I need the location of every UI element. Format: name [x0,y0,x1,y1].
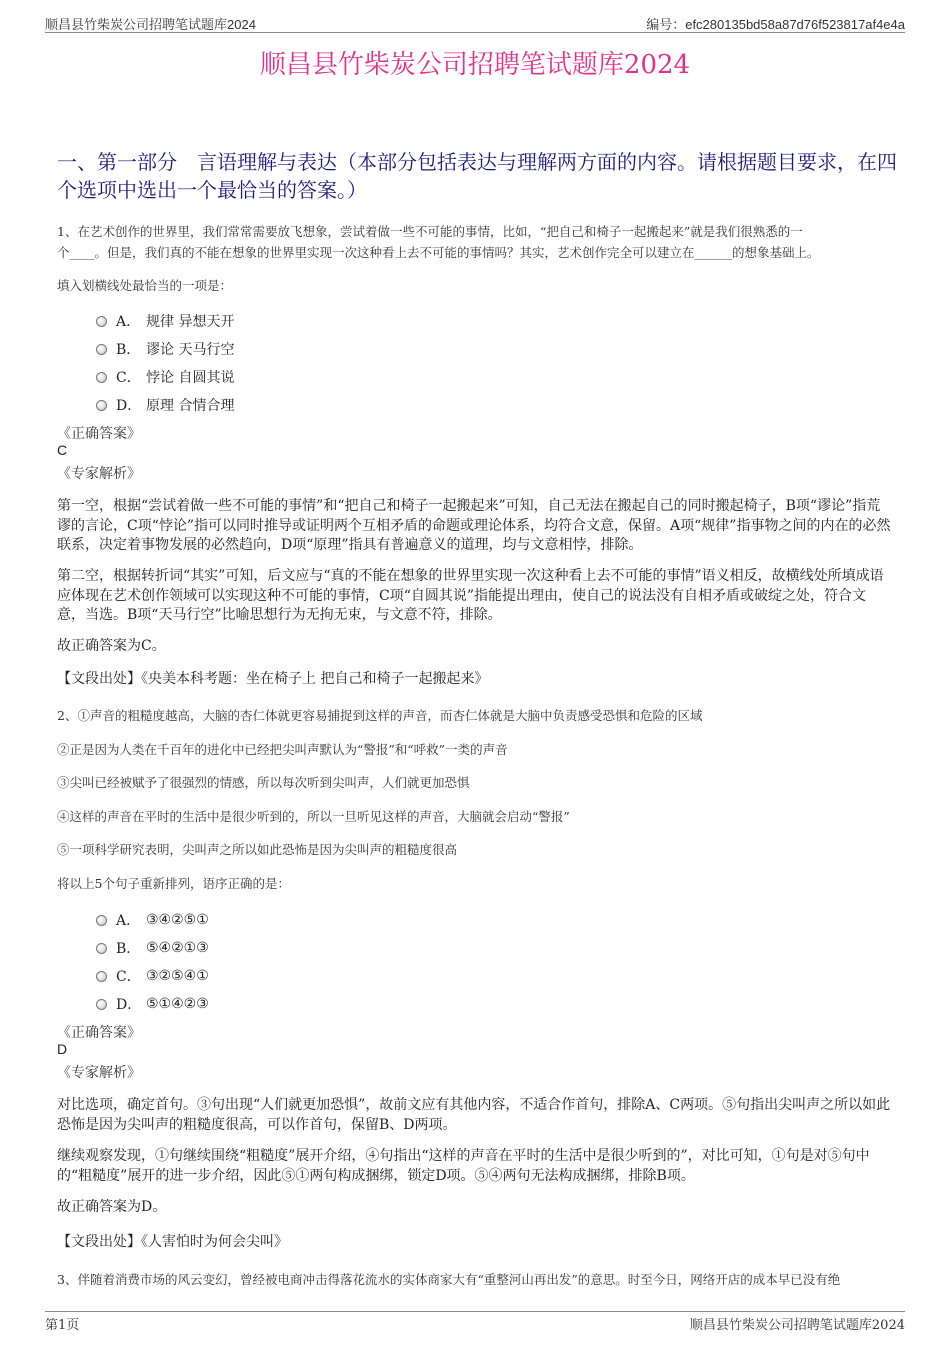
radio-icon[interactable] [96,344,107,355]
option-label: D． [116,398,142,414]
q3-text: 3、伴随着消费市场的风云变幻，曾经被电商冲击得落花流水的实体商家大有“重整河山再出发”的意思。时至今日，网络开店的成本早已没有绝 [57,1272,841,1287]
option-text: ⑤④②①③ [146,940,209,956]
q2-source: 【文段出处】《人害怕时为何会尖叫》 [57,1234,288,1250]
q1-analysis-p1: 第一空，根据“尝试着做一些不可能的事情”和“把自己和椅子一起搬起来”可知，自己无法在搬起自己的同时搬起椅子，B项“谬论”指荒谬的言论，C项“悖论”指可以同时推导或证明两个互相矛盾的命题或理论体系，均符合文意，保留。A项“规律”指事物之间的内在的必然联系，决定着事物发展的必然趋向，D项“原理”指具有普遍意义的道理，均与文意相悖，排除。 [57,498,891,553]
q2-sentence-4: ④这样的声音在平时的生活中是很少听到的，所以一旦听见这样的声音，大脑就会启动“警报” [57,809,570,824]
radio-icon[interactable] [96,915,107,926]
option-label: D． [116,997,142,1013]
q1-text-line1: 1、在艺术创作的世界里，我们常常需要放飞想象，尝试着做一些不可能的事情，比如，“把自己和椅子一起搬起来”就是我们很熟悉的一 [57,224,803,239]
section-heading: 一、第一部分 言语理解与表达（本部分包括表达与理解两方面的内容。请根据题目要求，在四个选项中选出一个最恰当的答案。） [57,150,897,202]
option-text: ③④②⑤① [146,912,209,928]
q1-source: 【文段出处】《央美本科考题：坐在椅子上 把自己和椅子一起搬起来》 [57,671,489,687]
option-text: 谬论 天马行空 [146,342,235,358]
q2-analysis-label: 《专家解析》 [57,1065,141,1081]
q1-correct-label: 《正确答案》 [57,426,141,442]
header-doc-id: 编号：efc280135bd58a87d76f523817af4e4a [646,17,905,32]
q1-option-d[interactable] [96,395,234,415]
footer-divider [45,1311,905,1312]
q2-sentence-5: ⑤一项科学研究表明，尖叫声之所以如此恐怖是因为尖叫声的粗糙度很高 [57,842,458,857]
q1-option-b[interactable] [96,339,234,359]
q1-analysis-label: 《专家解析》 [57,466,141,482]
q1-prompt: 填入划横线处最恰当的一项是： [57,278,233,293]
option-label: B． [116,342,141,358]
option-label: B． [116,941,141,957]
footer-page-number: 第1页 [45,1318,80,1333]
q2-option-d[interactable] [96,994,209,1014]
option-text: 悖论 自圆其说 [146,370,235,386]
q2-analysis-p1: 对比选项，确定首句。③句出现“人们就更加恐惧”，故前文应有其他内容，不适合作首句，排除A、C两项。⑤句指出尖叫声之所以如此恐怖是因为尖叫声的粗糙度很高，可以作首句，保留B、D两项。 [57,1097,891,1133]
radio-icon[interactable] [96,316,107,327]
q1-analysis-p3: 故正确答案为C。 [57,638,166,654]
header-divider [45,32,905,33]
header-doc-title: 顺昌县竹柴炭公司招聘笔试题库2024 [45,17,256,32]
option-label: C． [116,370,141,386]
q1-option-a[interactable] [96,311,234,331]
q2-analysis-p3: 故正确答案为D。 [57,1199,167,1215]
q2-sentence-2: ②正是因为人类在千百年的进化中已经把尖叫声默认为“警报”和“呼救”一类的声音 [57,742,508,757]
radio-icon[interactable] [96,943,107,954]
q2-analysis-p2: 继续观察发现，①句继续围绕“粗糙度”展开介绍，④句指出“这样的声音在平时的生活中是很少听到的”，对比可知，①句是对⑤句中的“粗糙度”展开的进一步介绍，因此⑤①两句构成捆绑，锁定D项。⑤④两句无法构成捆绑，排除B项。 [57,1148,870,1184]
option-text: ③②⑤④① [146,968,209,984]
q2-correct-label: 《正确答案》 [57,1025,141,1041]
q1-analysis-p2: 第二空，根据转折词“其实”可知，后文应与“真的不能在想象的世界里实现一次这种看上去不可能的事情”语义相反，故横线处所填成语应体现在艺术创作领域可以实现这种不可能的事情，C项“自圆其说”指能提出理由，使自己的说法没有自相矛盾或破绽之处，符合文意，当选。B项“天马行空”比喻思想行为无拘无束，与文意不符，排除。 [57,568,884,623]
footer-doc-title: 顺昌县竹柴炭公司招聘笔试题库2024 [689,1318,905,1333]
q2-prompt: 将以上5个句子重新排列，语序正确的是： [57,876,290,891]
radio-icon[interactable] [96,971,107,982]
option-text: 规律 异想天开 [146,314,235,330]
option-label: A． [116,913,141,929]
q1-text [57,221,897,263]
q1-option-c[interactable] [96,367,234,387]
q2-sentence-1: 2、①声音的粗糙度越高，大脑的杏仁体就更容易捕捉到这样的声音，而杏仁体就是大脑中负责感受恐惧和危险的区域 [57,708,703,723]
option-text: 原理 合情合理 [146,398,235,414]
q2-option-b[interactable] [96,938,209,958]
radio-icon[interactable] [96,999,107,1010]
q2-answer: D [57,1041,68,1057]
radio-icon[interactable] [96,400,107,411]
option-label: C． [116,969,141,985]
option-label: A． [116,314,141,330]
q1-text-line2: 个____。但是，我们真的不能在想象的世界里实现一次这种看上去不可能的事情吗？其实，艺术创作完全可以建立在______的想象基础上。 [57,245,820,260]
page-title: 顺昌县竹柴炭公司招聘笔试题库2024 [259,50,691,80]
q2-option-c[interactable] [96,966,209,986]
q1-answer: C [57,442,68,458]
option-text: ⑤①④②③ [146,996,209,1012]
radio-icon[interactable] [96,372,107,383]
q2-option-a[interactable] [96,910,209,930]
q2-sentence-3: ③尖叫已经被赋予了很强烈的情感，所以每次听到尖叫声，人们就更加恐惧 [57,775,470,790]
